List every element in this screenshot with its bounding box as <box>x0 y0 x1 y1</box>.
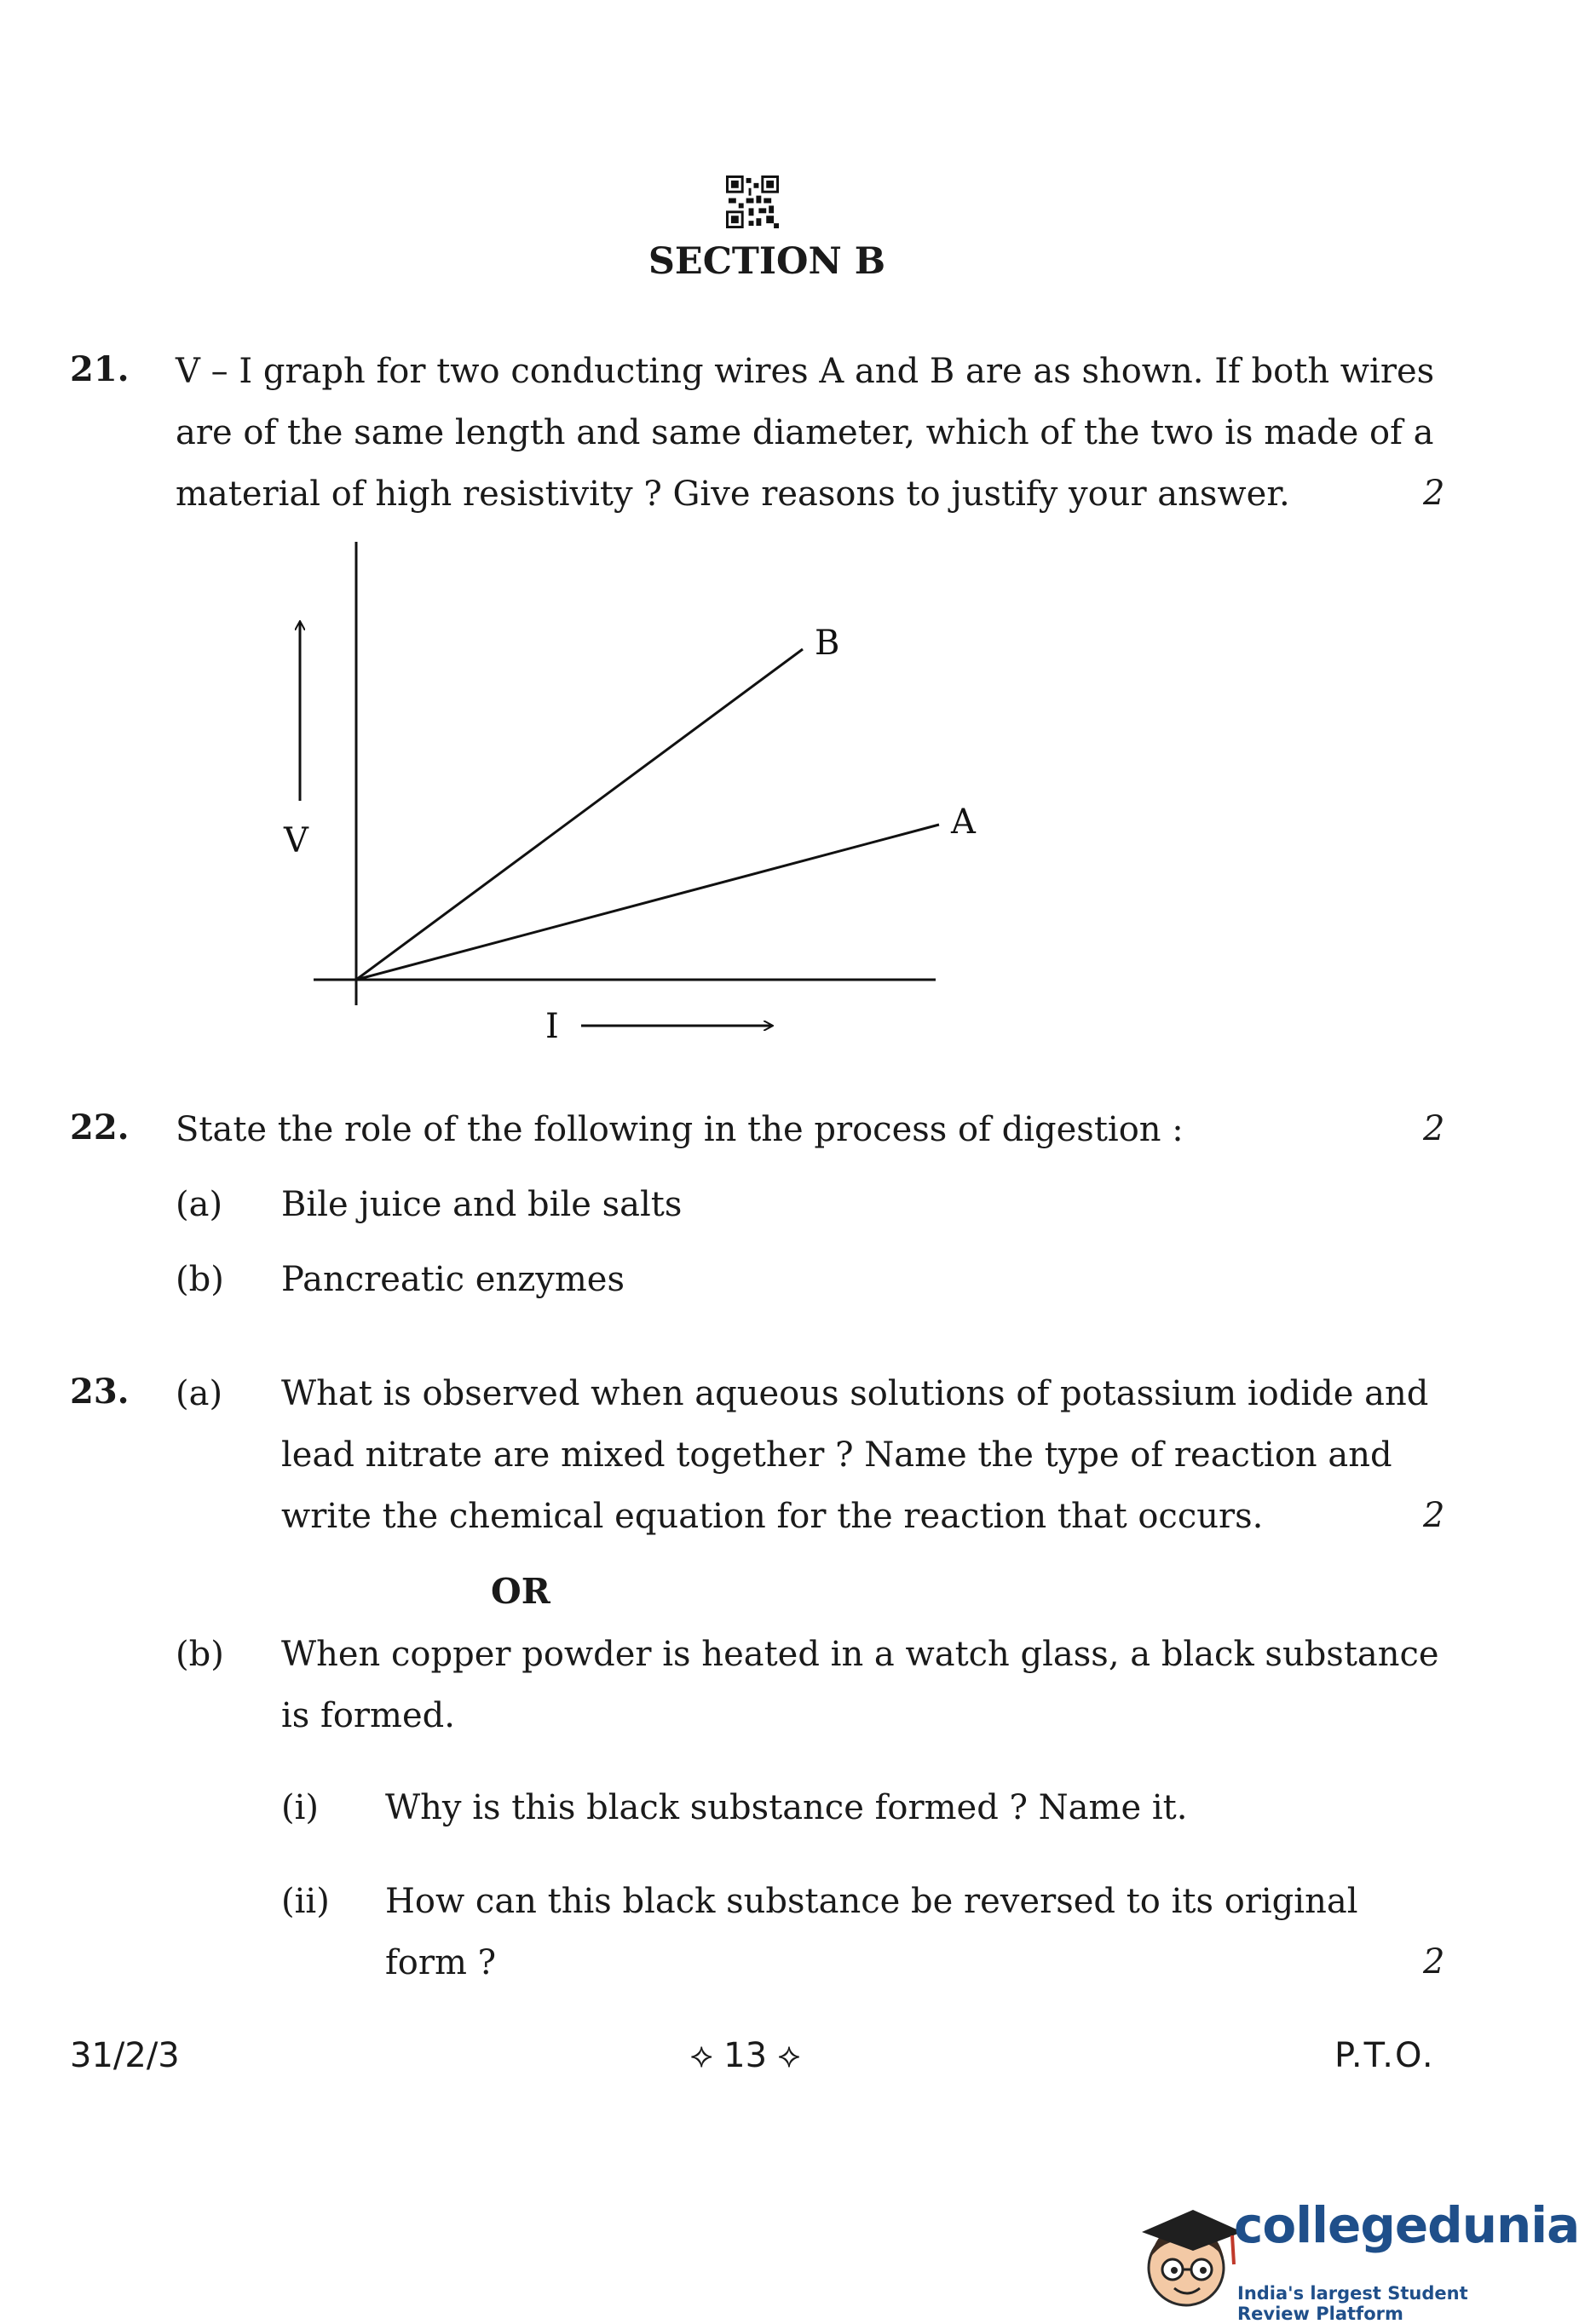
question-21-number: 21. <box>70 349 130 389</box>
page-number: ⟡ 13 ⟡ <box>690 2036 801 2075</box>
question-23-a-line-3: write the chemical equation for the reaction that occurs. <box>281 1497 1264 1536</box>
collegedunia-logo-text: collegedunia <box>1234 2196 1579 2254</box>
question-23-sub-i-label: (i) <box>281 1788 320 1827</box>
question-21-line-3: material of high resistivity ? Give reasons to justify your answer. <box>176 475 1290 514</box>
question-22-number: 22. <box>70 1107 130 1148</box>
question-21-line-2: are of the same length and same diameter, which of the two is made of a <box>176 413 1434 452</box>
collegedunia-tagline: India's largest Student Review Platform <box>1237 2283 1468 2324</box>
section-title: SECTION B <box>648 240 886 283</box>
question-22-part-a-text: Bile juice and bile salts <box>281 1185 683 1224</box>
question-21-marks: 2 <box>1423 474 1445 513</box>
question-22-part-a-label: (a) <box>176 1185 223 1224</box>
question-21-line-1: V – I graph for two conducting wires A and B are as shown. If both wires <box>176 352 1435 391</box>
question-23-sub-ii-line-2: form ? <box>385 1943 497 1982</box>
line-b <box>356 649 803 980</box>
question-23-sub-ii-line-1: How can this black substance be reversed to its original <box>385 1882 1358 1921</box>
line-b-label: B <box>815 624 840 663</box>
question-22-marks: 2 <box>1423 1109 1445 1148</box>
line-a <box>356 825 939 980</box>
question-23-a-line-2: lead nitrate are mixed together ? Name the type of reaction and <box>281 1435 1392 1475</box>
question-23-a-label: (a) <box>176 1374 223 1413</box>
y-axis-label: V <box>284 821 308 860</box>
or-separator: OR <box>491 1571 550 1612</box>
question-23-a-line-1: What is observed when aqueous solutions of potassium iodide and <box>281 1374 1429 1413</box>
question-23-b-marks: 2 <box>1423 1942 1445 1982</box>
question-23-sub-i-text: Why is this black substance formed ? Name it. <box>385 1788 1188 1827</box>
paper-code: 31/2/3 <box>70 2036 180 2075</box>
question-23-sub-ii-label: (ii) <box>281 1882 330 1921</box>
please-turn-over: P.T.O. <box>1334 2036 1435 2075</box>
question-22-part-b-text: Pancreatic enzymes <box>281 1260 625 1299</box>
question-23-b-line-1: When copper powder is heated in a watch glass, a black substance <box>281 1635 1439 1674</box>
collegedunia-mascot-icon <box>1133 2198 1244 2317</box>
question-22-part-b-label: (b) <box>176 1260 224 1299</box>
line-a-label: A <box>951 802 976 842</box>
question-22-stem: State the role of the following in the process of digestion : <box>176 1110 1184 1149</box>
vi-graph <box>256 528 988 1056</box>
x-axis-label: I <box>545 1007 559 1046</box>
qr-code-icon <box>726 175 779 228</box>
question-23-b-line-2: is formed. <box>281 1696 455 1735</box>
question-23-a-marks: 2 <box>1423 1496 1445 1535</box>
question-23-b-label: (b) <box>176 1635 224 1674</box>
question-23-number: 23. <box>70 1372 130 1412</box>
